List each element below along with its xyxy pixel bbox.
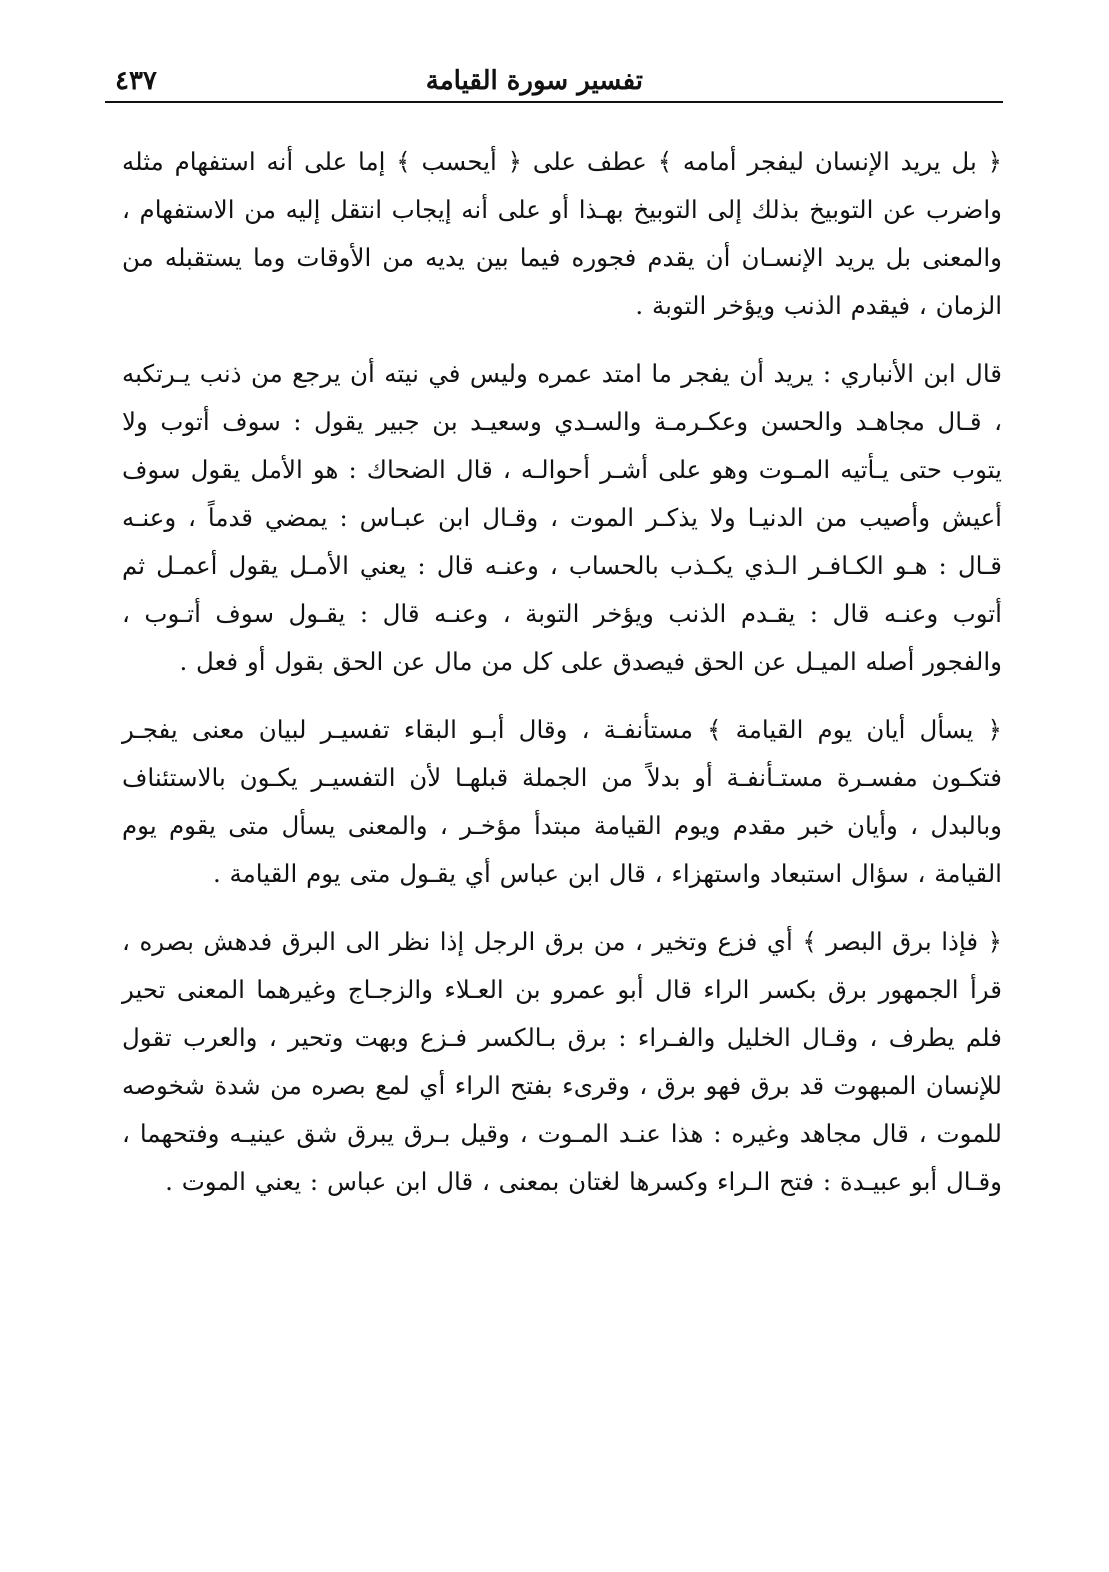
page-body [122,138,1002,1226]
page-number: ٤٣٧ [115,66,157,96]
paragraph: قال ابن الأنباري : يريد أن يفجر ما امتد عمره وليس في نيته أن يرجع من ذنب يـرتكبه ، قـال مجاهـد والحسن وعكـرمـة والسـدي وسعيـد بن جبير يقول : سوف أتوب ولا يتوب حتى يـأتيه المـوت وهو على أشـر أحوالـه ، قال الضحاك : هو الأمل يقول سوف أعيش وأصيب من الدنيـا ولا يذكـر الموت ، وقـال ابن عبـاس : يمضي قدماً ، وعنـه قـال : هـو الكـافـر الـذي يكـذب بالحساب ، وعنـه قال : يعني الأمـل يقول أعمـل ثم أتوب وعنـه قال : يقـدم الذنب ويؤخر التوبة ، وعنـه قال : يقـول سوف أتـوب ، والفجور أصله الميـل عن الحق فيصدق على كل من مال عن الحق بقول أو فعل . [122,359,1002,676]
paragraph: ﴿ بل يريد الإنسان ليفجر أمامه ﴾ عطف على ﴿ أيحسب ﴾ إما على أنه استفهام مثله واضرب عن التوبيخ بذلك إلى التوبيخ بهـذا أو على أنه إيجاب انتقل إليه من الاستفهام ، والمعنى بل يريد الإنسـان أن يقدم فجوره فيما بين يديه من الأوقات وما يستقبله من الزمان ، فيقدم الذنب ويؤخر التوبة . [122,147,1002,320]
header-divider [105,101,1003,103]
paragraph: ﴿ فإذا برق البصر ﴾ أي فزع وتخير ، من برق الرجل إذا نظر الى البرق فدهش بصره ، قرأ الجمهور برق بكسر الراء قال أبو عمرو بن العـلاء والزجـاج وغيرهما المعنى تحير فلم يطرف ، وقـال الخليل والفـراء : برق بـالكسر فـزع وبهت وتحير ، والعرب تقول للإنسان المبهوت قد برق فهو برق ، وقرىء بفتح الراء أي لمع بصره من شدة شخوصه للموت ، قال مجاهد وغيره : هذا عنـد المـوت ، وقيل بـرق يبرق شق عينيـه وفتحهما ، وقـال أبو عبيـدة : فتح الـراء وكسرها لغتان بمعنى ، قال ابن عباس : يعني الموت . [122,927,1002,1196]
page-header [105,62,1003,102]
running-title: تفسير سورة القيامة [425,66,643,96]
paragraph: ﴿ يسأل أيان يوم القيامة ﴾ مستأنفـة ، وقال أبـو البقاء تفسيـر لبيان معنى يفجـر فتكـون مفسـرة مستـأنفـة أو بدلاً من الجملة قبلهـا لأن التفسيـر يكـون بالاستئناف وبالبدل ، وأيان خبر مقدم ويوم القيامة مبتدأ مؤخـر ، والمعنى يسأل متى يقوم يوم القيامة ، سؤال استبعاد واستهزاء ، قال ابن عباس أي يقـول متى يوم القيامة . [122,715,1002,888]
